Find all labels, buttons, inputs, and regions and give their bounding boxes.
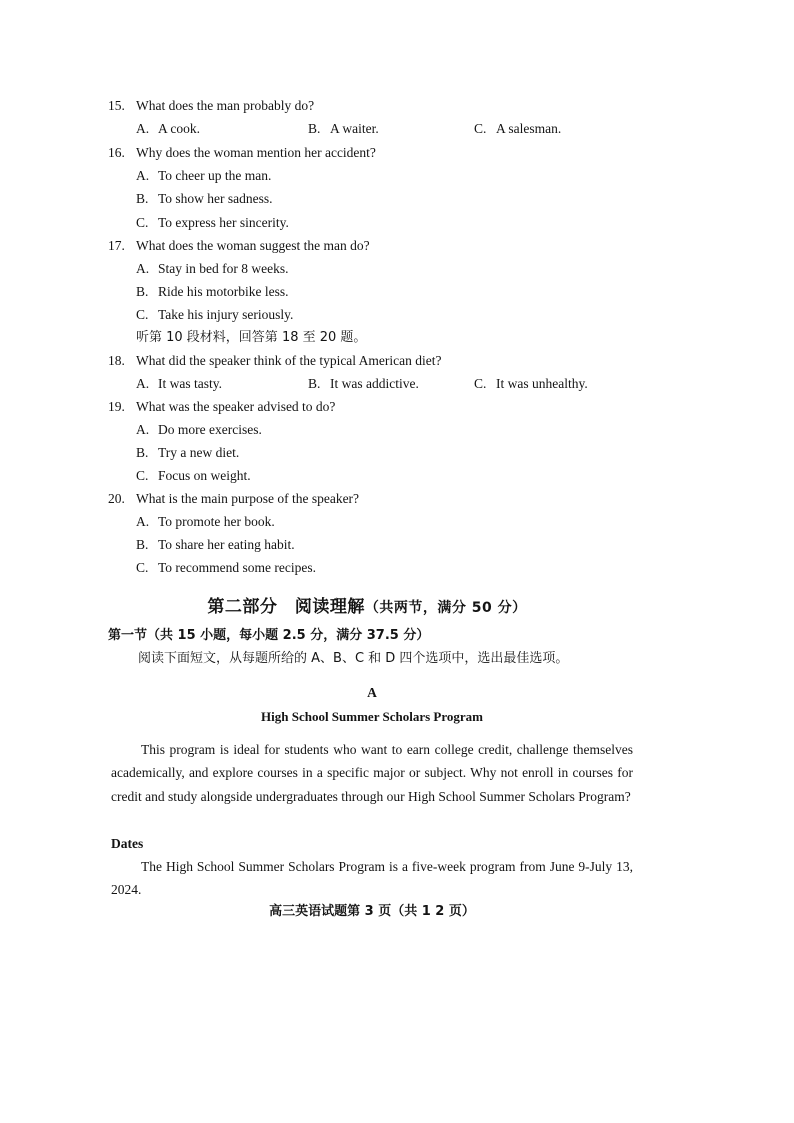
part-title: 第二部分 阅读理解: [207, 597, 365, 617]
section-instruction: 阅读下面短文，从每题所给的 A、B、C 和 D 四个选项中，选出最佳选项。: [138, 651, 569, 666]
option-a: A. It was tasty.: [136, 376, 222, 391]
passage-paragraph: This program is ideal for students who want to earn college credit, challenge themselves academically, and explore courses in a specific major or subject. Why not enroll in courses for credit and study alongside undergraduates through our High School Summer Scholars Program?: [111, 742, 633, 804]
question-number: 16.: [108, 145, 125, 160]
question-text: What does the man probably do?: [136, 98, 315, 113]
dates-heading: Dates: [111, 836, 144, 851]
passage-paragraph: The High School Summer Scholars Program is a five-week program from June 9-July 13, 2024.: [111, 859, 633, 898]
question-text: What did the speaker think of the typical American diet?: [136, 353, 442, 368]
option-c: C. A salesman.: [474, 121, 562, 136]
passage-title: High School Summer Scholars Program: [261, 709, 483, 724]
part-title-note: （共两节，满分 50 分）: [364, 600, 527, 616]
question-text: What was the speaker advised to do?: [136, 399, 336, 414]
question-number: 20.: [108, 491, 125, 506]
question-text: What does the woman suggest the man do?: [136, 238, 370, 253]
part-heading: [0, 592, 764, 617]
listening-instruction: 听第 10 段材料，回答第 18 至 20 题。: [136, 330, 367, 345]
page-footer: 高三英语试题第 3 页（共 1 2 页）: [269, 904, 475, 919]
section-heading: 第一节（共 15 小题，每小题 2.5 分，满分 37.5 分）: [108, 628, 430, 643]
option-b: B. A waiter.: [308, 121, 379, 136]
option-a: A. A cook.: [136, 121, 200, 136]
question-text: What is the main purpose of the speaker?: [136, 491, 360, 506]
question-number: 15.: [108, 98, 125, 113]
question-number: 18.: [108, 353, 125, 368]
question-text: Why does the woman mention her accident?: [136, 145, 376, 160]
option-b: B. It was addictive.: [308, 376, 419, 391]
question-number: 19.: [108, 399, 125, 414]
question-number: 17.: [108, 238, 125, 253]
option-c: C. It was unhealthy.: [474, 376, 588, 391]
passage-letter: A: [367, 685, 377, 700]
